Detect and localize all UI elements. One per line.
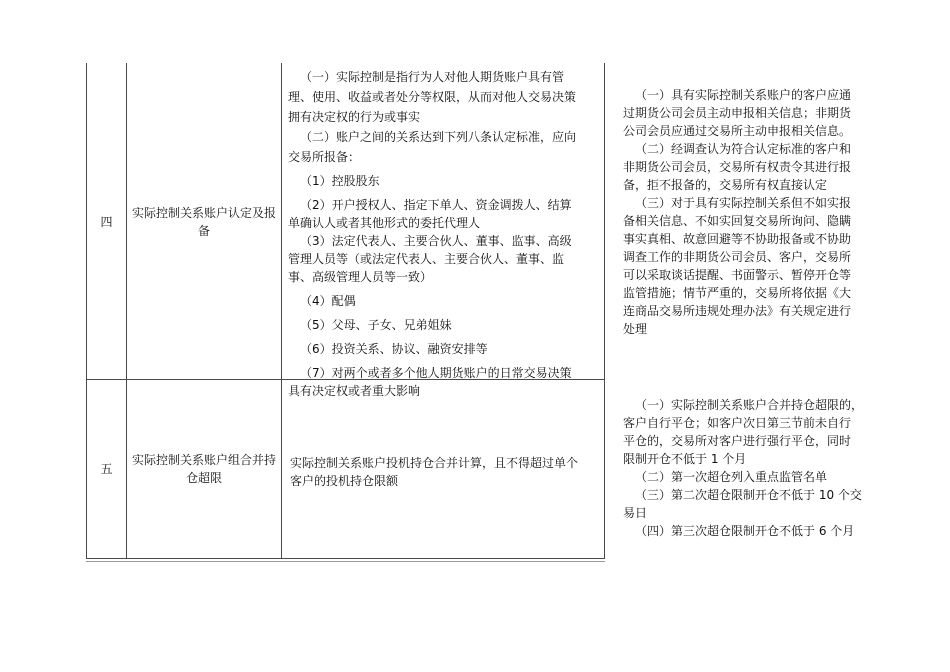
standard-line: 拥有决定权的行为或事实 xyxy=(288,110,421,124)
standard-line: 实际控制关系账户投机持仓合并计算，且不得超过单个 xyxy=(290,456,579,470)
standard-line: 具有决定权或者重大影响 xyxy=(288,384,421,398)
standard-line: 交易所报备： xyxy=(288,150,361,164)
measure-line: 备相关信息、不如实回复交易所询问、隐瞒 xyxy=(623,214,852,228)
standard-line: 管理人员等（或法定代表人、主要合伙人、董事、监 xyxy=(288,252,565,266)
measure-line: 限制开仓不低于 1 个月 xyxy=(623,452,747,466)
row-index-4 xyxy=(87,64,126,379)
row-item-5 xyxy=(129,380,279,558)
standard-line: 理、使用、收益或者处分等权限，从而对他人交易决策 xyxy=(288,90,577,104)
standard-line: （一）实际控制是指行为人对他人期货账户具有管 xyxy=(300,70,565,84)
measure-line: （三）对于具有实际控制关系但不如实报 xyxy=(635,196,852,210)
table-col-divider-2 xyxy=(281,63,282,559)
row-item-label: 实际控制关系账户组合并持仓超限 xyxy=(132,453,277,485)
standard-line: 客户的投机持仓限额 xyxy=(290,474,399,488)
row-standard-5 xyxy=(290,454,602,490)
standard-line: （5）父母、子女、兄弟姐妹 xyxy=(300,318,452,332)
measure-line: （一）具有实际控制关系账户的客户应通 xyxy=(635,88,852,102)
standard-line: 单确认人或者其他形式的委托代理人 xyxy=(288,216,481,230)
row-standard-4 xyxy=(288,68,602,400)
measure-line: 监管措施；情节严重的，交易所将依据《大 xyxy=(623,286,852,300)
measure-line: 客户自行平仓；如客户次日第三节前未自行 xyxy=(623,416,852,430)
standard-line: 事、高级管理人员等一致） xyxy=(288,270,433,284)
measure-line: 连商品交易所违规处理办法》有关规定进行 xyxy=(623,304,852,318)
standard-line: （1）控股股东 xyxy=(300,174,380,188)
measure-line: （三）第二次超仓限制开仓不低于 10 个交 xyxy=(635,488,862,502)
row-measures-4 xyxy=(623,86,873,338)
table-col-divider-1 xyxy=(126,63,127,559)
table-border-bottom-shadow xyxy=(86,561,605,562)
measure-line: （二）第一次超仓列入重点监管名单 xyxy=(635,470,828,484)
standard-line: （二）账户之间的关系达到下列八条认定标准，应向 xyxy=(300,130,577,144)
measure-line: （一）实际控制关系账户合并持仓超限的， xyxy=(635,398,864,412)
table-border-right xyxy=(604,63,605,559)
measure-line: 易日 xyxy=(623,506,648,520)
row-item-4 xyxy=(129,64,279,379)
measure-line: 可以采取谈话提醒、书面警示、暂停开仓等 xyxy=(623,268,852,282)
standard-line: （2）开户授权人、指定下单人、资金调拨人、结算 xyxy=(300,198,572,212)
standard-line: （4）配偶 xyxy=(300,294,356,308)
row-measures-5 xyxy=(623,396,873,540)
row-index-5 xyxy=(87,380,126,558)
standard-line: （3）法定代表人、主要合伙人、董事、监事、高级 xyxy=(300,234,572,248)
measure-line: 调查工作的非期货公司会员、客户，交易所 xyxy=(623,250,852,264)
measure-line: 公司会员应通过交易所主动申报相关信息。 xyxy=(623,124,852,138)
measure-line: （二）经调查认为符合认定标准的客户和 xyxy=(635,142,852,156)
measure-line: 事实真相、故意回避等不协助报备或不协助 xyxy=(623,232,852,246)
measure-line: 过期货公司会员主动申报相关信息；非期货 xyxy=(623,106,852,120)
row-item-label: 实际控制关系账户认定及报备 xyxy=(132,205,277,238)
row-index-label: 四 xyxy=(100,214,113,229)
standard-line: （7）对两个或者多个他人期货账户的日常交易决策 xyxy=(300,366,572,380)
measure-line: 备，拒不报备的，交易所有权直接认定 xyxy=(623,178,828,192)
standard-line: （6）投资关系、协议、融资安排等 xyxy=(300,342,488,356)
measure-line: 非期货公司会员，交易所有权责令其进行报 xyxy=(623,160,852,174)
measure-line: 平仓的，交易所对客户进行强行平仓，同时 xyxy=(623,434,852,448)
row-index-label: 五 xyxy=(100,462,113,476)
measure-line: （四）第三次超仓限制开仓不低于 6 个月 xyxy=(635,524,855,538)
table-border-bottom xyxy=(86,558,605,559)
measure-line: 处理 xyxy=(623,322,648,336)
